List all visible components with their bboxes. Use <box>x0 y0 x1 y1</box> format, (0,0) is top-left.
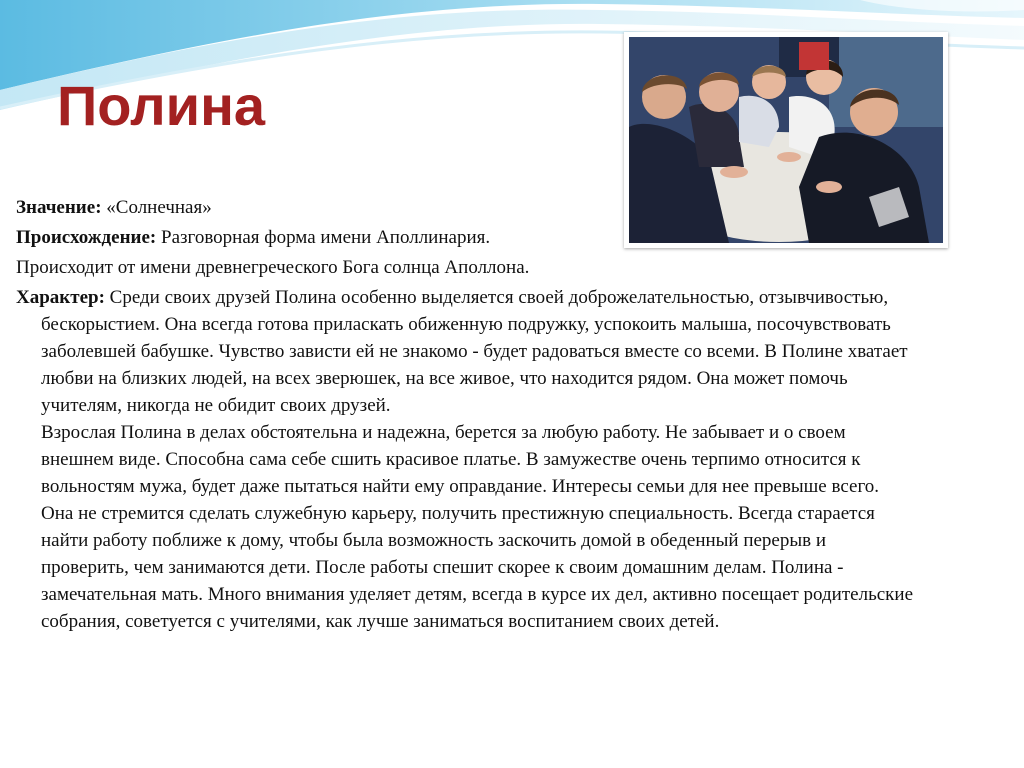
slide-title: Полина <box>57 74 266 137</box>
meaning-text: «Солнечная» <box>101 197 212 218</box>
meaning-label: Значение: <box>16 197 102 218</box>
content-text-block <box>16 194 916 635</box>
character-text-1: Среди своих друзей Полина особенно выделяется своей доброжелательностью, отзывчивостью, бескорыстием. Она всегда готова приласкать обиженную подружку, успокоить малыша, посочувствовать заболевшей бабушке. Чувство зависти ей не знакомо - будет радоваться вместе со всеми. В Полине хватает любви на близких людей, на всех зверюшек, на все живое, что находится рядом. Она может помочь учителям, никогда не обидит своих друзей. <box>41 287 908 416</box>
character-paragraph-2 <box>41 419 916 635</box>
origin-text: Разговорная форма имени Аполлинария. <box>156 227 491 248</box>
character-label: Характер: <box>16 287 105 308</box>
character-text-2: Взрослая Полина в делах обстоятельна и надежна, берется за любую работу. Не забывает и о своем внешнем виде. Способна сама себе сшить красивое платье. В замужестве очень терпимо относится к вольностям мужа, будет даже пытаться найти ему оправдание. Интересы семьи для нее превыше всего. Она не стремится сделать служебную карьеру, получить престижную специальность. Всегда старается найти работу поближе к дому, чтобы была возможность заскочить домой в обеденный перерыв и проверить, чем занимаются дети. После работы спешит скорее к своим домашним делам. Полина - замечательная мать. Много внимания уделяет детям, всегда в курсе их дел, активно посещает родительские собрания, советуется с учителями, как лучше заниматься воспитанием своих детей. <box>41 422 913 632</box>
origin-note: Происходит от имени древнегреческого Бога солнца Аполлона. <box>16 257 530 278</box>
character-block <box>16 284 916 635</box>
origin-label: Происхождение: <box>16 227 157 248</box>
origin-line <box>16 224 916 251</box>
character-paragraph-1 <box>16 284 916 419</box>
meaning-line <box>16 194 916 221</box>
